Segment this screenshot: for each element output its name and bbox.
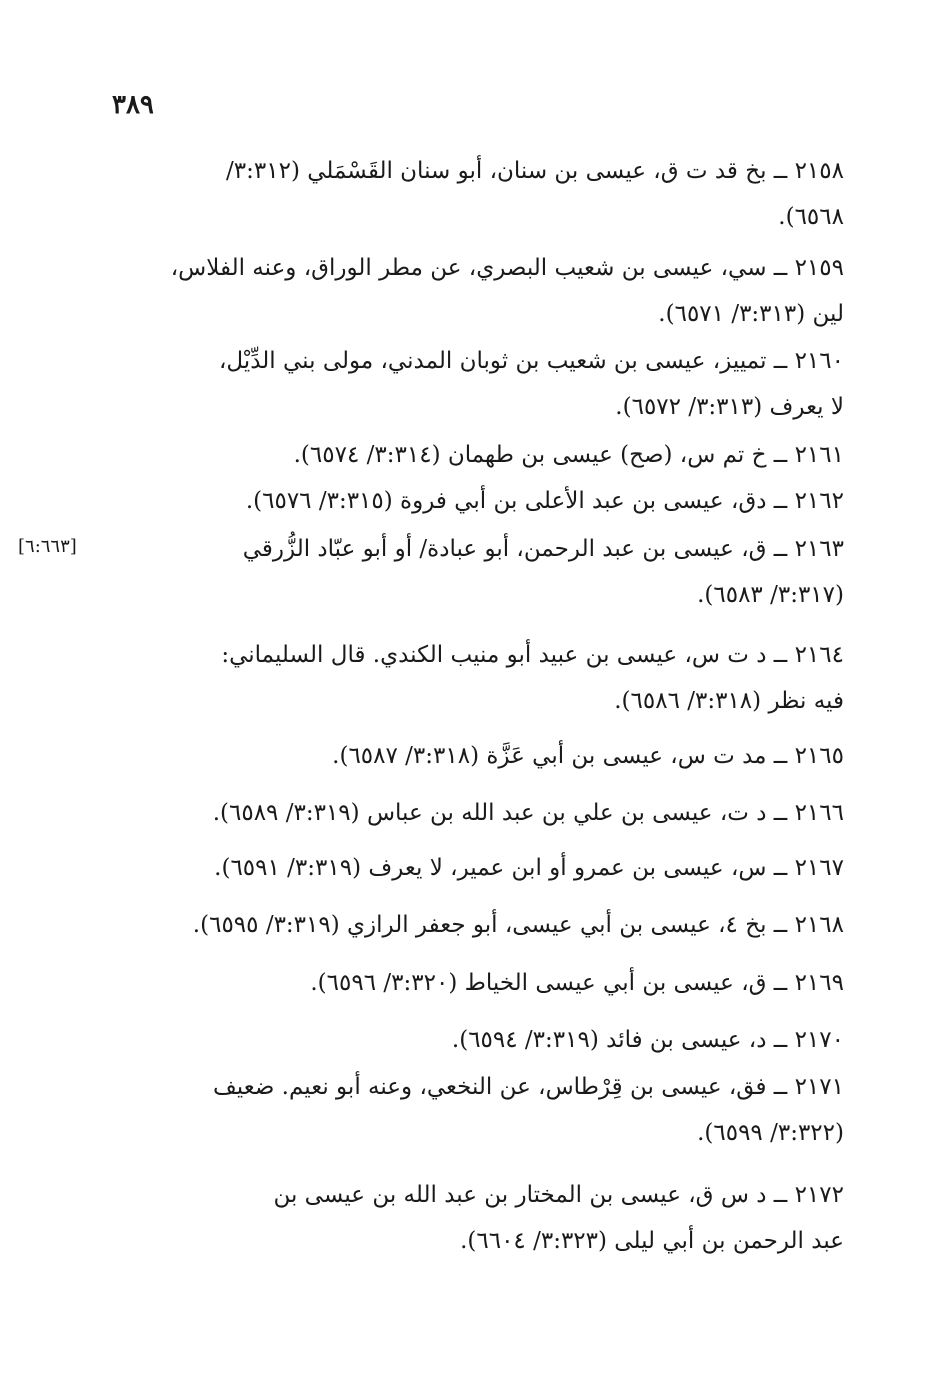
entry-line: ٦٥٦٨). <box>778 204 844 230</box>
entry-line: ٢١٦٢ ــ دق، عيسى بن عبد الأعلى بن أبي فروة (٣:٣١٥/ ٦٥٧٦). <box>245 488 844 514</box>
entry-line: ٢١٥٨ ــ بخ قد ت ق، عيسى بن سنان، أبو سنان القَسْمَلي (٣:٣١٢/ <box>226 158 844 184</box>
entry-line: لا يعرف (٣:٣١٣/ ٦٥٧٢). <box>615 394 844 420</box>
entry-line: ٢١٦٧ ــ س، عيسى بن عمرو أو ابن عمير، لا يعرف (٣:٣١٩/ ٦٥٩١). <box>214 855 844 881</box>
entry-2162 <box>114 478 844 524</box>
entry-2171 <box>114 1064 844 1156</box>
entry-line: عبد الرحمن بن أبي ليلى (٣:٣٢٣/ ٦٦٠٤). <box>460 1228 844 1254</box>
entry-2161 <box>114 432 844 478</box>
entry-2172 <box>114 1172 844 1264</box>
entry-line: لين (٣:٣١٣/ ٦٥٧١). <box>658 301 844 327</box>
entry-2158 <box>114 148 844 240</box>
entry-2163 <box>114 526 844 618</box>
entry-2159 <box>114 245 844 337</box>
entry-line: ٢١٦١ ــ خ تم س، (صح) عيسى بن طهمان (٣:٣١٤/ ٦٥٧٤). <box>293 442 844 468</box>
entry-2167 <box>114 845 844 891</box>
entry-line: ٢١٦٥ ــ مد ت س، عيسى بن أبي عَزَّة (٣:٣١٨/ ٦٥٨٧). <box>332 743 844 769</box>
entry-line: ٢١٦٦ ــ د ت، عيسى بن علي بن عبد الله بن عباس (٣:٣١٩/ ٦٥٨٩). <box>212 800 844 826</box>
entry-2166 <box>114 790 844 836</box>
entry-2170 <box>114 1017 844 1063</box>
entry-2160 <box>114 338 844 430</box>
entry-line: ٢١٦٤ ــ د ت س، عيسى بن عبيد أبو منيب الكندي. قال السليماني: <box>221 642 844 668</box>
entry-line: ٢١٦٠ ــ تمييز، عيسى بن شعيب بن ثوبان المدني، مولى بني الدِّيْل، <box>218 348 844 374</box>
entry-line: (٣:٣٢٢/ ٦٥٩٩). <box>697 1120 844 1146</box>
entry-2168 <box>114 902 844 948</box>
entry-line: ٢١٦٨ ــ بخ ٤، عيسى بن أبي عيسى، أبو جعفر الرازي (٣:٣١٩/ ٦٥٩٥). <box>192 912 844 938</box>
entry-line: ٢١٥٩ ــ سي، عيسى بن شعيب البصري، عن مطر الوراق، وعنه الفلاس، <box>170 255 844 281</box>
entry-line: ٢١٧٠ ــ د، عيسى بن فائد (٣:٣١٩/ ٦٥٩٤). <box>451 1027 844 1053</box>
entry-2164 <box>114 632 844 724</box>
entry-2169 <box>114 960 844 1006</box>
entry-line: ٢١٦٣ ــ ق، عيسى بن عبد الرحمن، أبو عبادة/ أو أبو عبّاد الزُّرقي <box>242 536 844 562</box>
entry-line: (٣:٣١٧/ ٦٥٨٣). <box>697 582 844 608</box>
entry-line: فيه نظر (٣:٣١٨/ ٦٥٨٦). <box>614 688 844 714</box>
entry-line: ٢١٦٩ ــ ق، عيسى بن أبي عيسى الخياط (٣:٣٢٠/ ٦٥٩٦). <box>310 970 844 996</box>
page-number: ٣٨٩ <box>112 90 154 120</box>
entry-line: ٢١٧٢ ــ د س ق، عيسى بن المختار بن عبد الله بن عيسى بن <box>273 1182 844 1208</box>
margin-reference: [٦:٦٦٣] <box>18 536 77 557</box>
entry-line: ٢١٧١ ــ فق، عيسى بن قِرْطاس، عن النخعي، وعنه أبو نعيم. ضعيف <box>213 1074 844 1100</box>
entry-2165 <box>114 733 844 779</box>
